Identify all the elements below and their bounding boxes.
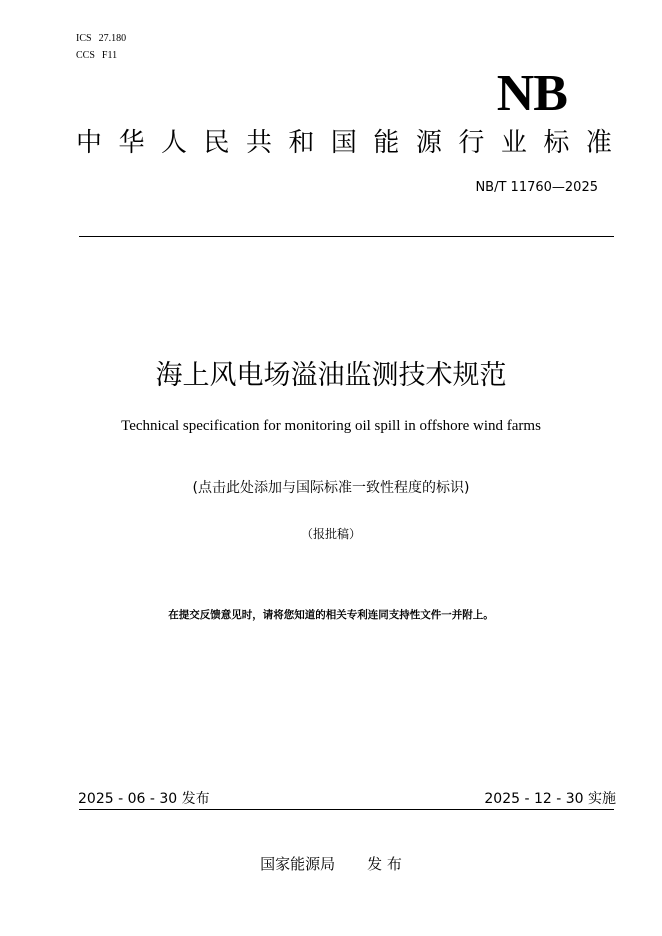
- ics-value: 27.180: [98, 33, 127, 44]
- issue-date: 2025 - 06 - 30 发布: [78, 791, 210, 807]
- org-char: 能: [373, 128, 400, 158]
- patent-notice: 在提交反馈意见时，请将您知道的相关专利连同支持性文件一并附上。: [168, 609, 494, 621]
- org-char: 人: [160, 128, 187, 158]
- footer-divider: [79, 809, 614, 810]
- issuer-name: 国家能源局: [260, 855, 336, 873]
- effective-date: 2025 - 12 - 30 实施: [484, 791, 616, 807]
- org-char: 业: [500, 128, 527, 158]
- ccs-code: [76, 50, 117, 62]
- title-english: Technical specification for monitoring oil spill in offshore wind farms: [121, 418, 541, 434]
- title-chinese: 海上风电场溢油监测技术规范: [155, 360, 507, 391]
- standard-number: NB/T 11760—2025: [475, 180, 598, 195]
- org-char: 国: [330, 128, 357, 158]
- org-char: 中: [76, 128, 103, 158]
- organization-title: [76, 126, 612, 160]
- org-char: 源: [415, 128, 442, 158]
- org-char: 共: [245, 128, 272, 158]
- org-char: 华: [118, 128, 145, 158]
- draft-status: （报批稿）: [300, 527, 361, 541]
- issue-word: 发 布: [367, 855, 402, 873]
- org-char: 准: [585, 128, 612, 158]
- ics-code: [76, 33, 126, 45]
- issuer: [0, 853, 662, 875]
- nb-logo: NB: [496, 65, 567, 122]
- header-divider: [79, 236, 614, 237]
- ccs-value: F11: [101, 50, 118, 61]
- ics-label: ICS: [76, 33, 92, 44]
- org-char: 民: [203, 128, 230, 158]
- ccs-label: CCS: [76, 50, 95, 61]
- conformity-note[interactable]: (点击此处添加与国际标准一致性程度的标识): [192, 480, 470, 496]
- org-char: 标: [543, 128, 570, 158]
- org-char: 行: [458, 128, 485, 158]
- org-char: 和: [288, 128, 315, 158]
